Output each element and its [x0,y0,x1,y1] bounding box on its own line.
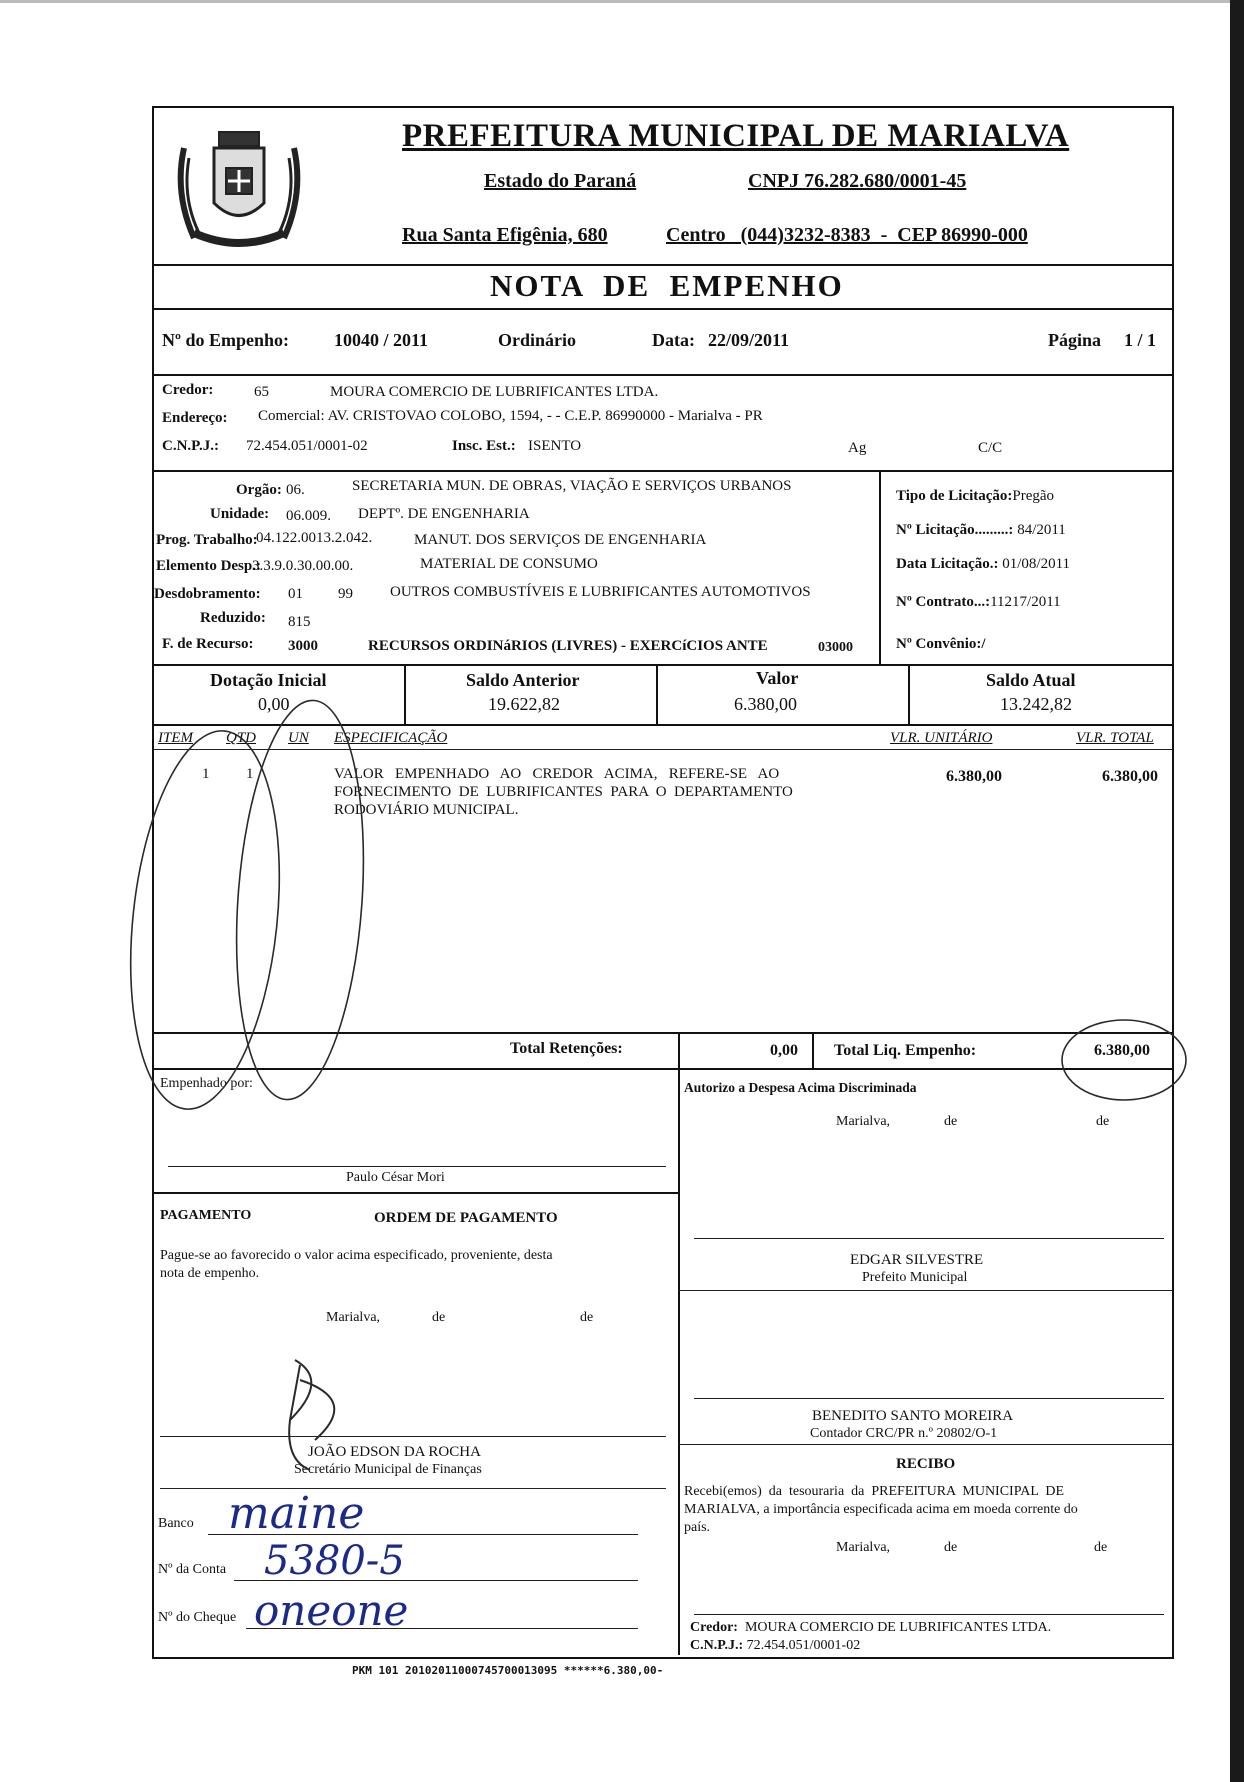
row-item: 1 [202,766,210,782]
ordem-pagamento-label: ORDEM DE PAGAMENTO [374,1210,558,1226]
autorizo-de-2: de [1096,1114,1110,1129]
org-street: Rua Santa Efigênia, 680 [402,224,608,246]
licitacao-date-row [896,556,1070,573]
recibo-cnpj: 72.454.051/0001-02 [746,1638,861,1653]
col-unit-value: VLR. UNITÁRIO [890,730,993,746]
empenho-number-label: Nº do Empenho: [162,330,289,350]
elemento-name: MATERIAL DE CONSUMO [420,556,598,572]
recibo-credor-row [690,1620,1051,1636]
total-liq-label: Total Liq. Empenho: [834,1042,977,1059]
recurso-name: RECURSOS ORDINáRIOS (LIVRES) - EXERCíCIOS ANTE [368,638,768,654]
licitacao-number-label: Nº Licitação.........: [896,522,1014,538]
elemento-code: 3.3.9.0.30.00.00. [252,558,354,574]
prefeito-role: Prefeito Municipal [862,1270,968,1285]
pagamento-label: PAGAMENTO [160,1208,252,1223]
credor-name: MOURA COMERCIO DE LUBRIFICANTES LTDA. [330,384,659,400]
col-spec: ESPECIFICAÇÃO [334,730,448,746]
org-cnpj: CNPJ 76.282.680/0001-45 [748,170,967,192]
licitacao-date: 01/08/2011 [1002,556,1071,572]
unidade-name: DEPTº. DE ENGENHARIA [358,506,530,522]
recibo-credor-label: Credor: [690,1620,738,1635]
col-un: UN [288,730,309,746]
pagamento-de-2: de [580,1310,594,1325]
prog-label: Prog. Trabalho: [156,532,258,548]
desdobramento-label: Desdobramento: [154,586,261,602]
unidade-label: Unidade: [210,506,270,522]
nota-de-empenho-form [152,106,1174,1659]
desdobramento-name: OUTROS COMBUSTÍVEIS E LUBRIFICANTES AUTOMOTIVOS [390,584,811,600]
secretario-name: JOÃO EDSON DA ROCHA [308,1444,481,1460]
orgao-name: SECRETARIA MUN. DE OBRAS, VIAÇÃO E SERVIÇOS URBANOS [352,478,792,494]
row-spec-line-3: RODOVIÁRIO MUNICIPAL. [334,802,519,818]
conta-handwritten-value: 5380-5 [264,1538,405,1584]
licitacao-type: Pregão [1012,488,1055,504]
licitacao-number: 84/2011 [1017,522,1066,538]
contador-role: Contador CRC/PR n.º 20802/O-1 [810,1426,998,1441]
row-total-value: 6.380,00 [1102,768,1158,785]
page-number: 1 / 1 [1124,330,1157,350]
valor-label: Valor [756,668,799,688]
orgao-code: 06. [286,482,305,498]
contrato-label: Nº Contrato...: [896,594,991,610]
recibo-label: RECIBO [896,1456,956,1472]
empenho-number: 10040 / 2011 [334,330,429,350]
cheque-label: Nº do Cheque [158,1610,237,1625]
document-title: NOTA DE EMPENHO [490,268,844,303]
account-label: C/C [978,440,1003,456]
row-spec-line-2: FORNECIMENTO DE LUBRIFICANTES PARA O DEPARTAMENTO [334,784,793,800]
recurso-code: 3000 [288,638,318,654]
banco-label: Banco [158,1516,194,1531]
empenho-date-label: Data: [652,330,695,350]
conta-label: Nº da Conta [158,1562,227,1577]
prefeito-name: EDGAR SILVESTRE [850,1252,984,1268]
banco-handwritten-value: maine [228,1488,365,1539]
recibo-place: Marialva, [836,1540,891,1555]
unidade-code: 06.009. [286,508,331,524]
saldo-atual-value: 13.242,82 [1000,694,1072,714]
contrato-number: 11217/2011 [990,594,1061,610]
municipal-crest-icon [164,118,314,268]
licitacao-type-label: Tipo de Licitação: [896,488,1013,504]
pagamento-text-line-1: Pague-se ao favorecido o valor acima especificado, proveniente, desta [160,1248,553,1263]
orgao-label: Orgão: [236,482,282,498]
contador-name: BENEDITO SANTO MOREIRA [812,1408,1014,1424]
credor-cnpj: 72.454.051/0001-02 [246,438,368,454]
recibo-text-line-3: país. [684,1520,711,1535]
page-right-edge [1230,0,1244,1782]
credor-cnpj-label: C.N.P.J.: [162,438,219,454]
agency-label: Ag [848,440,867,456]
col-total-value: VLR. TOTAL [1076,730,1154,746]
insc-label: Insc. Est.: [452,438,516,454]
state-name: Estado do Paraná [484,170,637,192]
recurso-code-2: 03000 [818,640,853,655]
licitacao-type-row [896,488,1054,505]
page-top-edge [0,0,1244,3]
autorizo-label: Autorizo a Despesa Acima Discriminada [684,1080,917,1095]
credor-code: 65 [254,384,269,400]
reduzido-value: 815 [288,614,311,630]
recibo-text-line-1: Recebi(emos) da tesouraria da PREFEITURA MUNICIPAL DE [684,1484,1065,1499]
secretario-role: Secretário Municipal de Finanças [294,1462,482,1477]
dotacao-label: Dotação Inicial [210,670,327,690]
saldo-anterior-value: 19.622,82 [488,694,560,714]
recibo-cnpj-label: C.N.P.J.: [690,1638,744,1653]
contrato-row [896,594,1061,611]
convenio-label: Nº Convênio:/ [896,636,986,652]
footer-code: PKM 101 20102011000745700013095 ******6.380,00- [352,1664,664,1677]
row-spec-line-1: VALOR EMPENHADO AO CREDOR ACIMA, REFERE-SE AO [334,766,780,782]
pagamento-text-line-2: nota de empenho. [160,1266,260,1281]
empenhado-label: Empenhado por: [160,1076,253,1091]
saldo-atual-label: Saldo Atual [986,670,1076,690]
insc-value: ISENTO [528,438,582,454]
recurso-label: F. de Recurso: [162,636,254,652]
valor-value: 6.380,00 [734,694,797,714]
reduzido-label: Reduzido: [200,610,266,626]
page-label: Página [1048,330,1102,350]
total-liq-value: 6.380,00 [1094,1042,1150,1059]
prog-code: 04.122.0013.2.042. [256,530,373,546]
address-label: Endereço: [162,410,228,426]
saldo-anterior-label: Saldo Anterior [466,670,580,690]
empenho-type: Ordinário [498,330,577,350]
recibo-de-2: de [1094,1540,1108,1555]
empenhado-signer: Paulo César Mori [346,1170,445,1185]
retencoes-value: 0,00 [770,1042,798,1059]
org-contact: Centro (044)3232-8383 - CEP 86990-000 [666,224,1028,246]
col-item: ITEM [158,730,193,746]
cheque-handwritten-value: oneone [254,1586,409,1635]
autorizo-place: Marialva, [836,1114,891,1129]
dotacao-value: 0,00 [258,694,290,714]
credor-label: Credor: [162,382,214,398]
pagamento-place: Marialva, [326,1310,381,1325]
elemento-label: Elemento Desp.: [156,558,261,574]
row-unit-value: 6.380,00 [946,768,1002,785]
org-title: PREFEITURA MUNICIPAL DE MARIALVA [402,118,1070,154]
col-qtd: QTD [226,730,257,746]
recibo-text-line-2: MARIALVA, a importância especificada acima em moeda corrente do [684,1502,1078,1517]
prog-name: MANUT. DOS SERVIÇOS DE ENGENHARIA [414,532,707,548]
desdobramento-code-1: 01 [288,586,303,602]
licitacao-date-label: Data Licitação.: [896,556,999,572]
desdobramento-code-2: 99 [338,586,353,602]
recibo-credor-name: MOURA COMERCIO DE LUBRIFICANTES LTDA. [744,1620,1052,1635]
credor-address: Comercial: AV. CRISTOVAO COLOBO, 1594, - - C.E.P. 86990000 - Marialva - PR [258,408,763,424]
licitacao-number-row [896,522,1066,539]
recibo-cnpj-row [690,1638,860,1654]
recibo-de-1: de [944,1540,958,1555]
row-qtd: 1 [246,766,254,782]
empenho-date: 22/09/2011 [708,330,790,350]
autorizo-de-1: de [944,1114,958,1129]
pagamento-de-1: de [432,1310,446,1325]
retencoes-label: Total Retenções: [510,1040,623,1057]
